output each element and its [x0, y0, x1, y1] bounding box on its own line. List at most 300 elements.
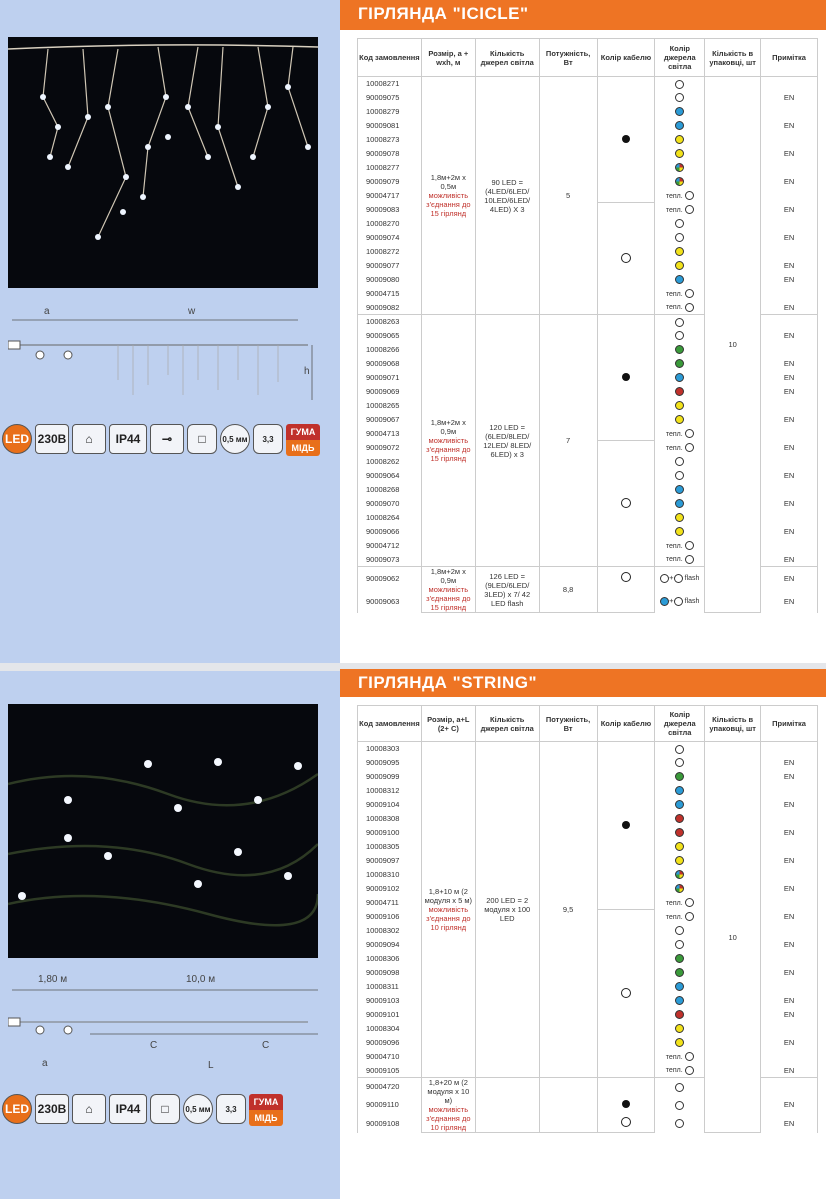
yellow-dot — [675, 1024, 684, 1033]
note-cell: EN — [761, 826, 818, 840]
flash-label: flash — [684, 575, 700, 583]
yellow-dot — [675, 149, 684, 158]
order-code: 90004720 — [358, 1078, 422, 1096]
note-cell: EN — [761, 385, 818, 399]
table-row — [358, 742, 818, 756]
note-cell — [761, 1050, 818, 1064]
light-color — [655, 441, 705, 455]
note-cell — [761, 427, 818, 441]
note-cell — [761, 161, 818, 175]
order-code: 10008311 — [358, 980, 422, 994]
note-cell — [761, 896, 818, 910]
note-cell: EN — [761, 357, 818, 371]
light-color — [655, 245, 705, 259]
order-code: 90009067 — [358, 413, 422, 427]
yellow-dot — [675, 842, 684, 851]
light-color — [655, 161, 705, 175]
led-count: 126 LED = (9LED/6LED/ 3LED) x 7/ 42 LED flash — [475, 567, 539, 613]
light-color — [655, 217, 705, 231]
note-cell — [761, 217, 818, 231]
blue-dot — [675, 786, 684, 795]
light-color — [655, 511, 705, 525]
dim-h: h — [304, 366, 310, 377]
order-code: 10008302 — [358, 924, 422, 938]
order-code: 90009108 — [358, 1114, 422, 1132]
black-cable-dot — [622, 135, 630, 143]
note-cell — [761, 105, 818, 119]
light-color — [655, 357, 705, 371]
order-code: 90004712 — [358, 539, 422, 553]
warm-white-dot — [685, 541, 694, 550]
order-code: 90009077 — [358, 259, 422, 273]
light-color — [655, 413, 705, 427]
light-color — [655, 1022, 705, 1036]
note-cell — [761, 812, 818, 826]
light-color — [655, 882, 705, 896]
power: 8,8 — [539, 567, 597, 613]
light-color — [655, 189, 705, 203]
light-color — [655, 924, 705, 938]
note-cell: EN — [761, 441, 818, 455]
white-dot — [675, 926, 684, 935]
note-cell — [761, 287, 818, 301]
cable-color — [597, 1114, 655, 1132]
icicle-table — [357, 38, 818, 613]
transformer-icon: □ — [187, 424, 217, 454]
warm-white-label: тепл. — [665, 206, 683, 214]
led-count: 90 LED = (4LED/6LED/ 10LED/6LED/ 4LED) X 3 — [475, 77, 539, 315]
light-color — [655, 259, 705, 273]
dim-c2: C — [262, 1040, 270, 1051]
order-code: 90009106 — [358, 910, 422, 924]
order-code: 90009094 — [358, 938, 422, 952]
light-color — [655, 105, 705, 119]
warm-white-dot — [685, 555, 694, 564]
warm-white-label: тепл. — [665, 556, 683, 564]
white-dot — [675, 758, 684, 767]
icicle-diagram — [8, 300, 328, 410]
note-cell: EN — [761, 590, 818, 613]
header-cell: Розмір, a + wxh, м — [421, 39, 475, 77]
note-cell: EN — [761, 1064, 818, 1078]
order-code: 10008270 — [358, 217, 422, 231]
dim-len2: 10,0 м — [186, 974, 216, 985]
order-code: 90009068 — [358, 357, 422, 371]
light-color — [655, 1078, 705, 1096]
note-cell — [761, 784, 818, 798]
white-dot — [675, 80, 684, 89]
header-cell: Примітка — [761, 706, 818, 742]
light-color — [655, 343, 705, 357]
order-code: 90009099 — [358, 770, 422, 784]
yellow-dot — [675, 415, 684, 424]
order-code: 90009110 — [358, 1096, 422, 1114]
connect-note: можливість з'єднання до 15 гірлянд — [426, 191, 471, 218]
note-cell: EN — [761, 91, 818, 105]
icicle-schematic — [8, 300, 328, 410]
order-code: 90009103 — [358, 994, 422, 1008]
note-cell: EN — [761, 329, 818, 343]
transformer-icon: □ — [150, 1094, 180, 1124]
light-color — [655, 1096, 705, 1114]
order-code: 90009072 — [358, 441, 422, 455]
order-code: 10008268 — [358, 483, 422, 497]
yellow-dot — [675, 856, 684, 865]
white-dot — [675, 93, 684, 102]
blue-dot — [675, 107, 684, 116]
dim-a: a — [42, 1058, 48, 1069]
white-dot — [675, 1101, 684, 1110]
note-cell: EN — [761, 910, 818, 924]
order-code: 90004710 — [358, 1050, 422, 1064]
warm-white-label: тепл. — [665, 913, 683, 921]
header-cell: Колір джерела світла — [655, 706, 705, 742]
warm-white-dot — [685, 289, 694, 298]
cable-color — [597, 315, 655, 441]
order-code: 90009079 — [358, 175, 422, 189]
warm-white-label: тепл. — [665, 1053, 683, 1061]
wire-gauge-badge: 0,5 мм — [220, 424, 250, 454]
warm-white-label: тепл. — [665, 444, 683, 452]
light-color — [655, 497, 705, 511]
note-cell — [761, 455, 818, 469]
green-dot — [675, 954, 684, 963]
voltage-badge: 230В — [35, 424, 69, 454]
warm-white-label: тепл. — [665, 899, 683, 907]
order-code: 90009102 — [358, 882, 422, 896]
light-color — [655, 231, 705, 245]
light-color — [655, 147, 705, 161]
light-color — [655, 301, 705, 315]
order-code: 10008279 — [358, 105, 422, 119]
order-code: 90009074 — [358, 231, 422, 245]
light-color — [655, 203, 705, 217]
light-color — [655, 399, 705, 413]
blue-dot — [660, 597, 669, 606]
header-cell: Колір кабелю — [597, 39, 655, 77]
white-dot — [675, 471, 684, 480]
order-code: 90009095 — [358, 756, 422, 770]
order-code: 90009082 — [358, 301, 422, 315]
indoor-outdoor-icon: ⌂ — [72, 1094, 106, 1124]
warm-white-dot — [685, 205, 694, 214]
order-code: 90004717 — [358, 189, 422, 203]
light-color — [655, 840, 705, 854]
string-photo — [8, 704, 318, 958]
size-cell: 1,8м+2м x 0,9м можливість з'єднання до 15 гірлянд — [421, 567, 475, 613]
light-color — [655, 371, 705, 385]
flash-label: flash — [684, 598, 700, 605]
light-color — [655, 1114, 705, 1132]
yellow-dot — [675, 401, 684, 410]
red-dot — [675, 1010, 684, 1019]
yellow-dot — [675, 513, 684, 522]
cable-diameter-badge: 3,3 — [253, 424, 283, 454]
warm-white-label: тепл. — [665, 290, 683, 298]
white-dot — [675, 457, 684, 466]
order-code: 10008310 — [358, 868, 422, 882]
note-cell: EN — [761, 938, 818, 952]
white-dot — [675, 233, 684, 242]
string-badges — [2, 1094, 283, 1126]
note-cell — [761, 133, 818, 147]
white-dot — [675, 1083, 684, 1092]
light-color — [655, 1036, 705, 1050]
multicolor-dot — [675, 884, 684, 893]
warm-white-label: тепл. — [665, 192, 683, 200]
note-cell: EN — [761, 371, 818, 385]
light-color — [655, 868, 705, 882]
icicle-badges — [2, 424, 320, 456]
order-code: 10008262 — [358, 455, 422, 469]
order-code: 90009075 — [358, 91, 422, 105]
blue-dot — [675, 275, 684, 284]
blue-dot — [675, 121, 684, 130]
light-color — [655, 273, 705, 287]
warm-white-label: тепл. — [665, 430, 683, 438]
order-code: 90009080 — [358, 273, 422, 287]
connect-note: можливість з'єднання до 10 гірлянд — [426, 905, 471, 932]
order-code: 90009100 — [358, 826, 422, 840]
light-color — [655, 1064, 705, 1078]
light-color — [655, 539, 705, 553]
order-code: 10008303 — [358, 742, 422, 756]
light-color — [655, 952, 705, 966]
multicolor-dot — [675, 870, 684, 879]
white-dot — [675, 331, 684, 340]
note-cell — [761, 1022, 818, 1036]
order-code: 10008304 — [358, 1022, 422, 1036]
light-color — [655, 742, 705, 756]
note-cell — [761, 924, 818, 938]
light-color — [655, 798, 705, 812]
cable-color — [597, 590, 655, 613]
note-cell: EN — [761, 119, 818, 133]
size-cell: 1,8+20 м (2 модуля x 10 м) можливість з'єднання до 10 гірлянд — [421, 1078, 475, 1133]
order-code: 90009101 — [358, 1008, 422, 1022]
note-cell: EN — [761, 994, 818, 1008]
light-color — [655, 896, 705, 910]
cable-diameter-badge: 3,3 — [216, 1094, 246, 1124]
note-cell: EN — [761, 1008, 818, 1022]
header-cell: Колір джерела світла — [655, 39, 705, 77]
white-dot — [675, 1119, 684, 1128]
order-code: 10008266 — [358, 343, 422, 357]
white-dot — [675, 940, 684, 949]
order-code: 90009083 — [358, 203, 422, 217]
size-cell: 1,8м+2м x 0,5м можливість з'єднання до 15 гірлянд — [421, 77, 475, 315]
light-color — [655, 1008, 705, 1022]
dim-w: w — [188, 306, 196, 317]
light-color — [655, 756, 705, 770]
order-code: 10008277 — [358, 161, 422, 175]
multicolor-dot — [675, 163, 684, 172]
order-code: 10008273 — [358, 133, 422, 147]
led-count: 120 LED = (6LED/8LED/ 12LED/ 8LED/ 6LED) x 3 — [475, 315, 539, 567]
header-cell: Кількість джерел світла — [475, 706, 539, 742]
red-dot — [675, 814, 684, 823]
note-cell: EN — [761, 1096, 818, 1114]
order-code: 10008312 — [358, 784, 422, 798]
note-cell: EN — [761, 553, 818, 567]
yellow-dot — [675, 261, 684, 270]
cable-color — [597, 203, 655, 315]
voltage-badge: 230В — [35, 1094, 69, 1124]
header-cell: Код замовлення — [358, 39, 422, 77]
icicle-photo — [8, 37, 318, 288]
yellow-dot — [675, 527, 684, 536]
light-color — [655, 91, 705, 105]
warm-white-label: тепл. — [665, 304, 683, 312]
header-cell: Кількість джерел світла — [475, 39, 539, 77]
note-cell — [761, 952, 818, 966]
warm-white-dot — [685, 303, 694, 312]
note-cell — [761, 483, 818, 497]
light-color: + flash — [655, 567, 705, 590]
size-cell: 1,8м+2м x 0,9м можливість з'єднання до 15 гірлянд — [421, 315, 475, 567]
note-cell: EN — [761, 756, 818, 770]
light-color — [655, 455, 705, 469]
light-color — [655, 315, 705, 329]
order-code: 10008265 — [358, 399, 422, 413]
note-cell — [761, 539, 818, 553]
light-color — [655, 784, 705, 798]
order-code: 90009105 — [358, 1064, 422, 1078]
blue-dot — [675, 996, 684, 1005]
order-code: 10008271 — [358, 77, 422, 91]
note-cell: EN — [761, 525, 818, 539]
pack-qty: 10 — [705, 742, 761, 1133]
red-dot — [675, 828, 684, 837]
light-color — [655, 966, 705, 980]
black-cable-dot — [622, 821, 630, 829]
light-color — [655, 938, 705, 952]
note-cell — [761, 245, 818, 259]
order-code: 90009073 — [358, 553, 422, 567]
note-cell: EN — [761, 413, 818, 427]
dim-a: a — [44, 306, 50, 317]
note-cell — [761, 1078, 818, 1096]
light-color — [655, 175, 705, 189]
cable-color — [597, 910, 655, 1078]
note-cell: EN — [761, 203, 818, 217]
note-cell — [761, 868, 818, 882]
led-icon: LED — [2, 1094, 32, 1124]
note-cell: EN — [761, 567, 818, 590]
green-dot — [675, 359, 684, 368]
order-code: 90004711 — [358, 896, 422, 910]
indoor-outdoor-icon: ⌂ — [72, 424, 106, 454]
white-cable-dot — [621, 572, 631, 582]
blue-dot — [675, 800, 684, 809]
green-dot — [675, 345, 684, 354]
black-cable-dot — [622, 1100, 630, 1108]
order-code: 10008263 — [358, 315, 422, 329]
black-cable-dot — [622, 373, 630, 381]
white-cable-dot — [621, 988, 631, 998]
ip44-badge: IP44 — [109, 1094, 147, 1124]
warm-white-dot — [685, 912, 694, 921]
dim-c1: C — [150, 1040, 158, 1051]
warm-white-label: тепл. — [665, 1067, 683, 1075]
warm-white-label: тепл. — [665, 542, 683, 550]
power: 7 — [539, 315, 597, 567]
header-cell: Потужність, Вт — [539, 39, 597, 77]
header-cell: Розмір, a+L (2+ C) — [421, 706, 475, 742]
note-cell — [761, 980, 818, 994]
order-code: 10008264 — [358, 511, 422, 525]
warm-white-dot — [685, 1066, 694, 1075]
cable-color — [597, 77, 655, 203]
header-cell: Потужність, Вт — [539, 706, 597, 742]
note-cell — [761, 742, 818, 756]
light-color — [655, 854, 705, 868]
light-color — [655, 553, 705, 567]
blue-dot — [675, 499, 684, 508]
yellow-dot — [675, 247, 684, 256]
red-dot — [675, 387, 684, 396]
light-color — [655, 77, 705, 91]
note-cell: EN — [761, 798, 818, 812]
white-cable-dot — [621, 498, 631, 508]
order-code: 90009062 — [358, 567, 422, 590]
note-cell: EN — [761, 147, 818, 161]
warm-white-dot — [685, 191, 694, 200]
led-count: 200 LED = 2 модуля x 100 LED — [475, 742, 539, 1078]
order-code: 90009063 — [358, 590, 422, 613]
white-cable-dot — [621, 253, 631, 263]
light-color — [655, 1050, 705, 1064]
light-color — [655, 770, 705, 784]
green-dot — [675, 968, 684, 977]
light-color — [655, 427, 705, 441]
note-cell — [761, 315, 818, 329]
light-color — [655, 133, 705, 147]
light-color — [655, 385, 705, 399]
note-cell: EN — [761, 469, 818, 483]
led-icon: LED — [2, 424, 32, 454]
rubber-copper-badge: ГУМА МІДЬ — [249, 1094, 283, 1126]
note-cell: EN — [761, 259, 818, 273]
light-color — [655, 994, 705, 1008]
note-cell: EN — [761, 1114, 818, 1132]
warm-white-dot — [685, 1052, 694, 1061]
order-code: 90009064 — [358, 469, 422, 483]
string-title: ГІРЛЯНДА "STRING" — [340, 669, 826, 697]
light-color — [655, 525, 705, 539]
connect-note: можливість з'єднання до 15 гірлянд — [426, 436, 471, 463]
order-code: 10008305 — [358, 840, 422, 854]
connect-note: можливість з'єднання до 15 гірлянд — [426, 585, 471, 612]
order-code: 10008306 — [358, 952, 422, 966]
blue-dot — [675, 982, 684, 991]
warm-white-dot — [685, 429, 694, 438]
warm-white-dot — [685, 898, 694, 907]
icicle-title: ГІРЛЯНДА "ICICLE" — [340, 0, 826, 30]
white-dot — [660, 574, 669, 583]
rubber-copper-badge: ГУМА МІДЬ — [286, 424, 320, 456]
note-cell — [761, 189, 818, 203]
header-cell: Код замовлення — [358, 706, 422, 742]
note-cell: EN — [761, 966, 818, 980]
light-color — [655, 826, 705, 840]
order-code: 90009071 — [358, 371, 422, 385]
light-color — [655, 119, 705, 133]
blue-dot — [675, 485, 684, 494]
light-color — [655, 812, 705, 826]
dim-len1: 1,80 м — [38, 974, 68, 985]
note-cell — [761, 343, 818, 357]
